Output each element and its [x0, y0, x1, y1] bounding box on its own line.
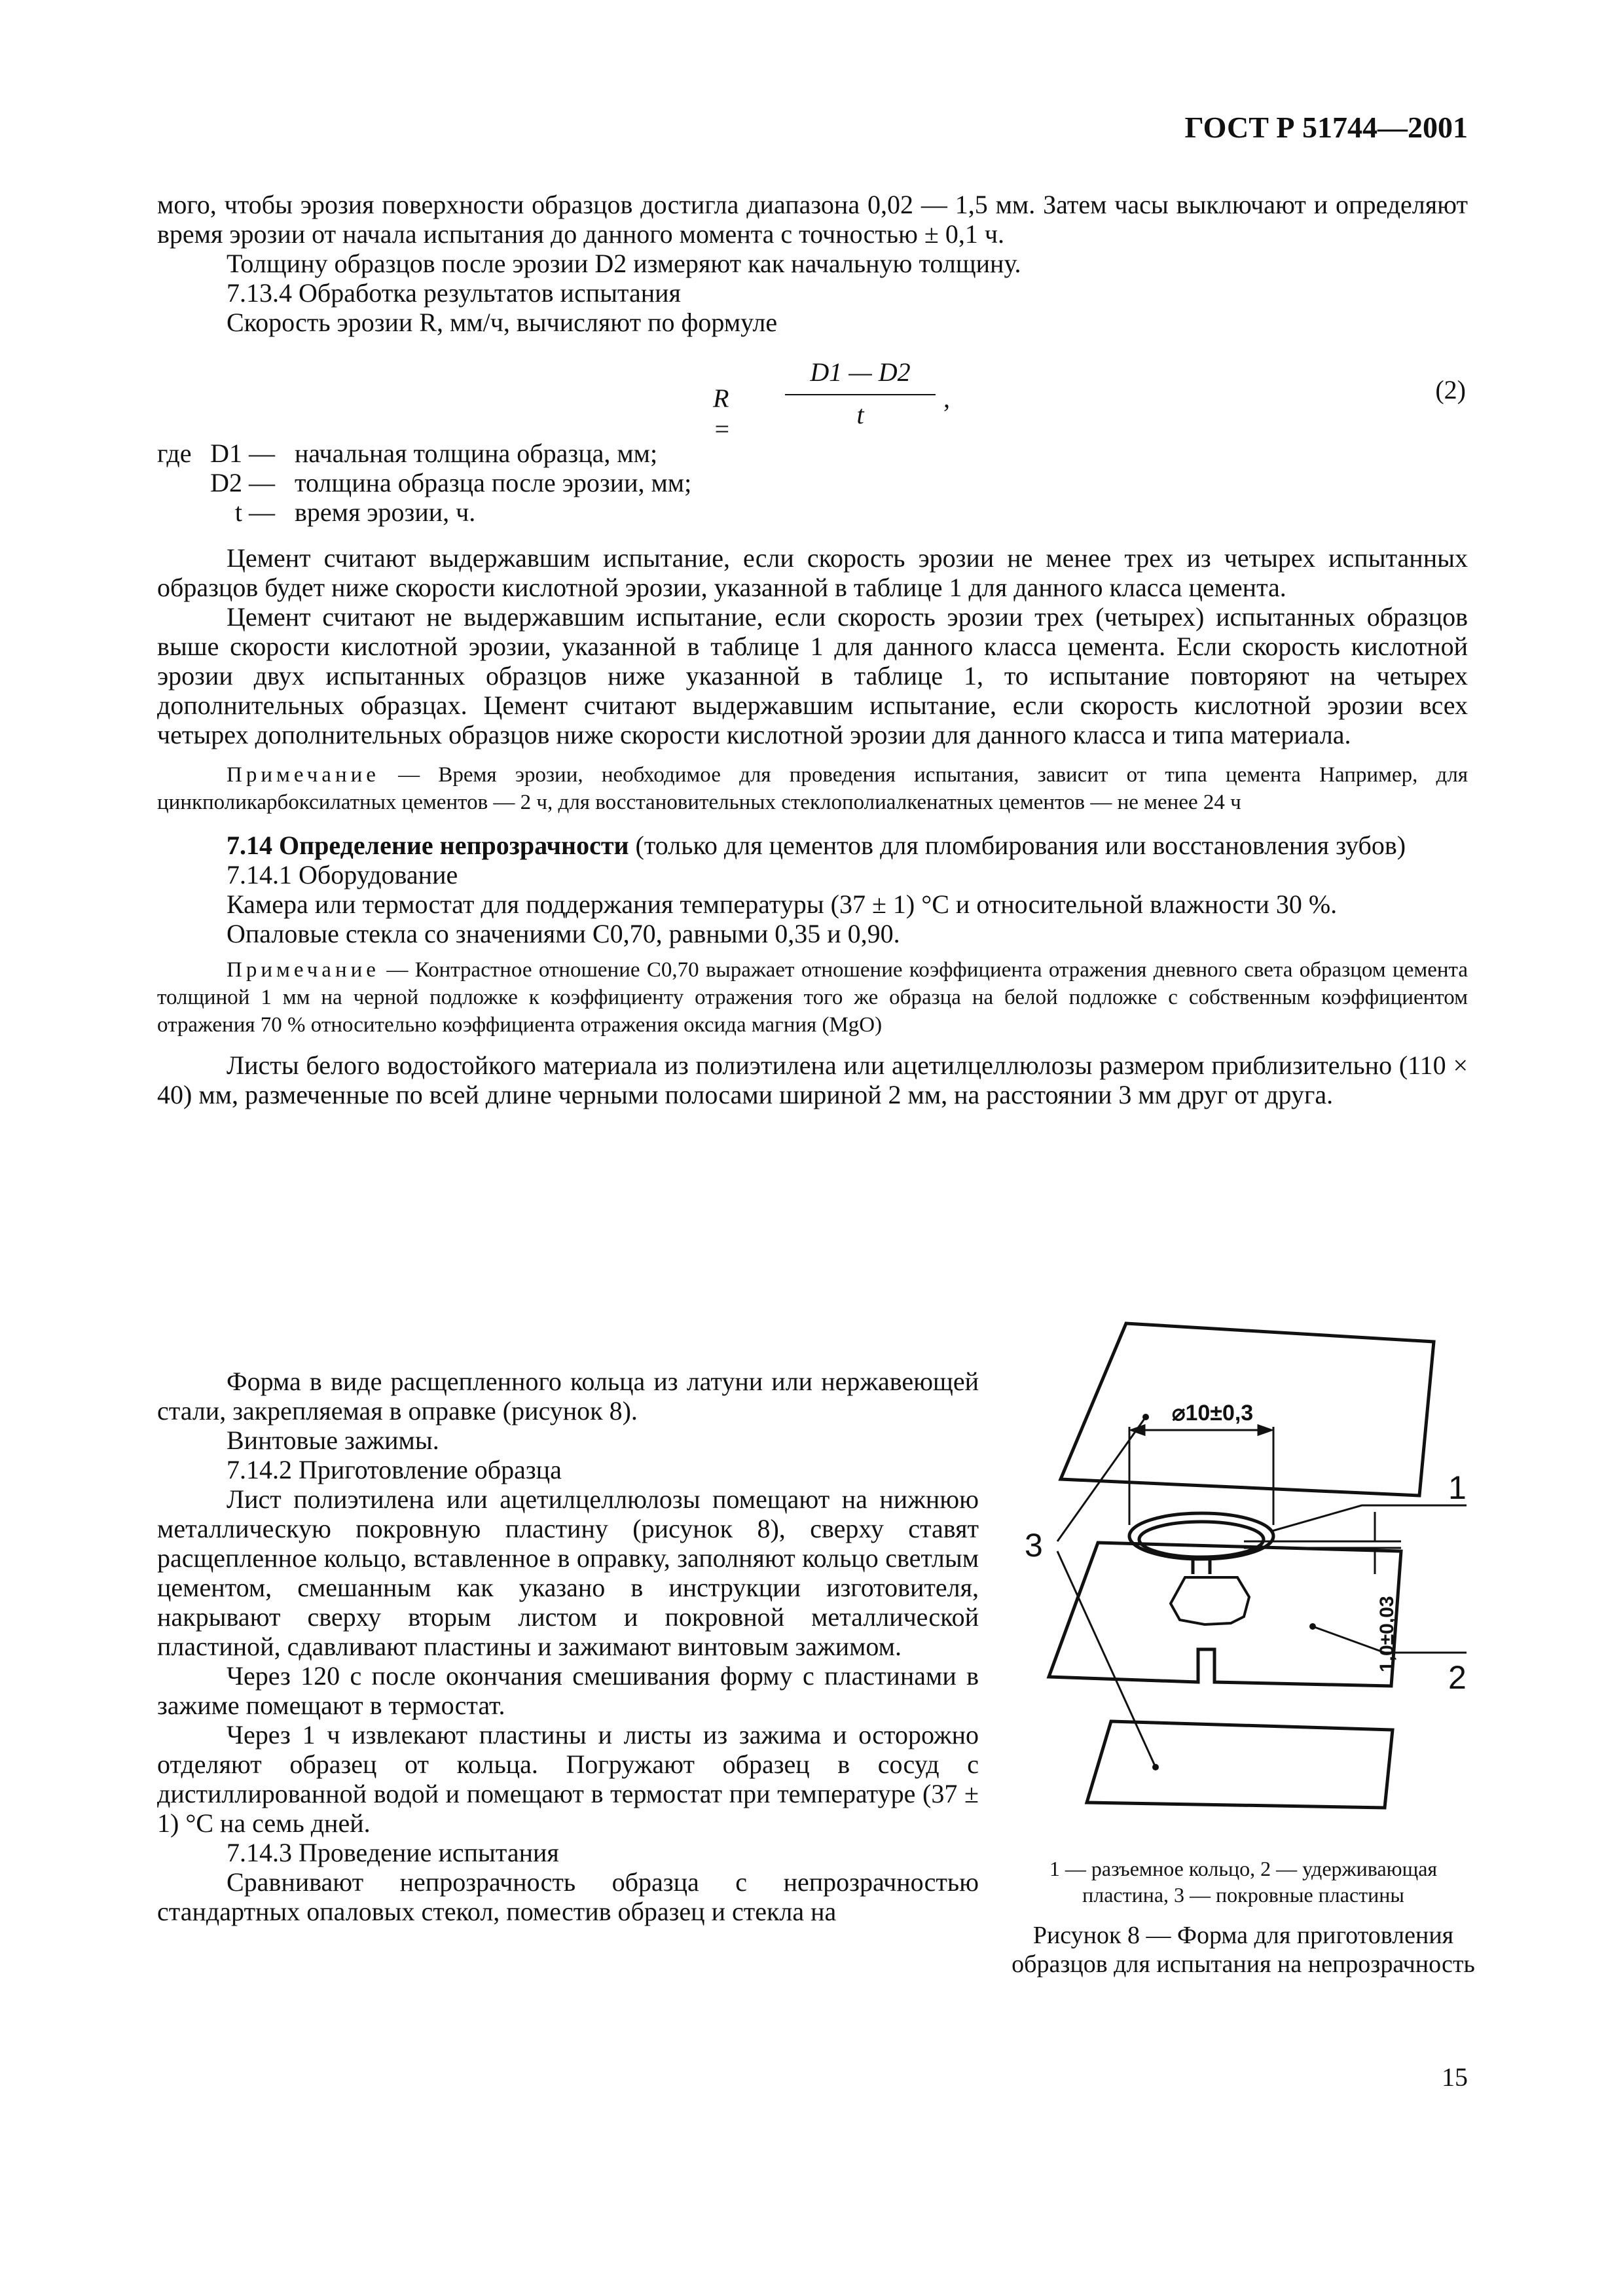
note [157, 956, 1468, 1039]
paragraph: Цемент считают не выдержавшим испытание, если скорость эрозии трех (четырех) испытанных образцов выше скорости кислотной эрозии, указанной в таблице 1 для данного класса цемента. Если скорость кислотной эрозии двух испытанных образцов ниже указанной в таблице 1, то испытание повторяют на четырех дополнительных образцах. Цемент считают выдержавшим испытание, если скорость кислотной эрозии всех четырех дополнительных образцов ниже скорости кислотной эрозии для данного класса и типа материала. [157, 602, 1468, 749]
variable-description: время эрозии, ч. [295, 497, 476, 527]
formula-numerator: D1 — D2 [810, 357, 911, 387]
formula-comma: , [943, 384, 950, 413]
section-title-rest: (только для цементов для пломбирования или восстановления зубов) [629, 831, 1406, 860]
variable-symbol: D1 — [210, 439, 275, 468]
paragraph: Толщину образцов после эрозии D2 измеряют как начальную толщину. [227, 249, 1021, 278]
document-header: ГОСТ Р 51744—2001 [1184, 111, 1468, 144]
upper-body [157, 190, 1468, 337]
paragraph: Сравнивают непрозрачность образца с непрозрачностью стандартных опаловых стекол, поместив образец и стекла на [157, 1867, 979, 1926]
paragraph: Листы белого водостойкого материала из полиэтилена или ацетилцеллюлозы размером приблизительно (110 × 40) мм, размеченные по всей длине черными полосами шириной 2 мм, на расстоянии 3 мм друг от друга. [157, 1050, 1468, 1109]
paragraph: Через 1 ч извлекают пластины и листы из зажима и осторожно отделяют образец от кольца. Погружают образец в сосуд с дистиллированной водой и помещают в термостат при температуре (37 ± 1) °С на семь дней. [157, 1720, 979, 1838]
subsection-heading: 7.14.3 Проведение испытания [227, 1838, 559, 1867]
paragraph: Через 120 с после окончания смешивания форму с пластинами в зажиме помещают в термостат. [157, 1661, 979, 1720]
holding-plate [1049, 1543, 1401, 1686]
callout-1: 1 [1448, 1469, 1467, 1506]
bottom-cover-plate [1087, 1721, 1393, 1808]
figure-legend: 1 — разъемное кольцо, 2 — удерживающая пластина, 3 — покровные пластины [1049, 1857, 1438, 1907]
leader-dot [1309, 1623, 1316, 1630]
paragraph: мого, чтобы эрозия поверхности образцов достигла диапазона 0,02 — 1,5 мм. Затем часы выключают и определяют время эрозии от начала испытания до данного момента с точностью ± 0,1 ч. [157, 190, 1468, 249]
variable-symbol: t — [234, 497, 275, 527]
thickness-dimension [1244, 1512, 1401, 1574]
formula-denominator: t [856, 400, 864, 429]
note [157, 761, 1468, 816]
section-heading [157, 831, 1468, 860]
diameter-label: ⌀10±0,3 [1172, 1401, 1254, 1426]
fraction-bar [785, 394, 936, 395]
variable-symbol: D2 — [210, 468, 275, 497]
note-label: Примечание [227, 958, 380, 982]
callout-3: 3 [1025, 1527, 1043, 1564]
subsection-heading: 7.13.4 Обработка результатов испытания [227, 278, 681, 308]
figure-8-drawing [1008, 1316, 1480, 1852]
variable-description: толщина образца после эрозии, мм; [295, 468, 692, 497]
paragraph: Форма в виде расщепленного кольца из латуни или нержавеющей стали, закрепляемая в оправке (рисунок 8). [157, 1367, 979, 1426]
paragraph: Камера или термостат для поддержания температуры (37 ± 1) °С и относительной влажности 30 %. [227, 889, 1338, 919]
note-text: — Время эрозии, необходимое для проведения испытания, зависит от типа цемента Например, для цинкполикарбоксилатных цементов — 2 ч, для восстановительных стеклополиалкенатных цементов — не менее 24 ч [157, 763, 1468, 814]
main-body [157, 543, 1468, 1109]
where-intro: где [157, 439, 192, 468]
subsection-heading: 7.14.1 Оборудование [227, 860, 458, 889]
variable-description: начальная толщина образца, мм; [295, 439, 658, 468]
diameter-dimension [1129, 1426, 1273, 1525]
figure-title: Рисунок 8 — Форма для приготовления образцов для испытания на непрозрачность [1012, 1922, 1475, 1978]
formula-lhs: R = [713, 384, 731, 444]
left-column-body [157, 1367, 979, 1926]
plate-cutout [1171, 1577, 1249, 1624]
page-number: 15 [1442, 2062, 1468, 2092]
leader-dot [1152, 1764, 1159, 1770]
leader-1 [1270, 1505, 1467, 1532]
callout-2: 2 [1448, 1659, 1467, 1696]
paragraph: Цемент считают выдержавшим испытание, если скорость эрозии не менее трех из четырех испытанных образцов будет ниже скорости кислотной эрозии, указанной в таблице 1 для данного класса цемента. [157, 543, 1468, 602]
note-text: — Контрастное отношение С0,70 выражает отношение коэффициента отражения дневного света образцом цемента толщиной 1 мм на черной подложке к коэффициенту отражения того же образца на белой подложке с собственным коэффициентом отражения 70 % относительно коэффициента отражения оксида магния (MgO) [157, 958, 1468, 1037]
subsection-heading: 7.14.2 Приготовление образца [227, 1455, 562, 1484]
paragraph: Винтовые зажимы. [227, 1426, 439, 1455]
paragraph: Скорость эрозии R, мм/ч, вычисляют по формуле [227, 308, 778, 337]
equation-number: (2) [1435, 375, 1466, 404]
leader-dot [1142, 1414, 1149, 1420]
paragraph: Лист полиэтилена или ацетилцеллюлозы помещают на нижнюю металлическую покровную пластину (рисунок 8), сверху ставят расщепленное кольцо, вставленное в оправку, заполняют кольцо светлым цементом, смешанным как указано в инструкции изготовителя, накрывают сверху вторым листом и покровной металлической пластиной, сдавливают пластины и зажимают винтовым зажимом. [157, 1484, 979, 1661]
note-label: Примечание [227, 763, 380, 787]
paragraph: Опаловые стекла со значениями С0,70, равными 0,35 и 0,90. [227, 919, 900, 948]
section-title: 7.14 Определение непрозрачности [227, 831, 629, 860]
thickness-label: 1,0±0,03 [1376, 1596, 1398, 1672]
